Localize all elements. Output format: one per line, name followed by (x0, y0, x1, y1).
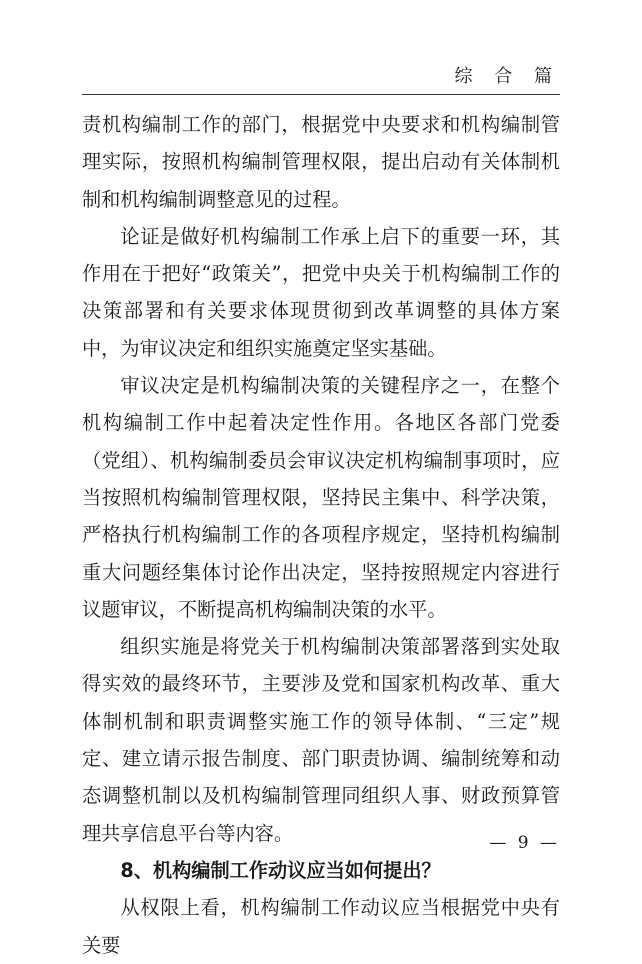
page-body (82, 106, 560, 964)
paragraph-deliberation: 审议决定是机构编制决策的关键程序之一，在整个机构编制工作中起着决定性作用。各地区各部门党委（党组）、机构编制委员会审议决定机构编制事项时，应当按照机构编制管理权限，坚持民主集中、科学决策，严格执行机构编制工作的各项程序规定，坚持机构编制重大问题经集体讨论作出决定，坚持按照规定内容进行议题审议，不断提高机构编制决策的水平。 (82, 374, 560, 621)
header-rule (82, 94, 560, 95)
paragraph-implementation: 组织实施是将党关于机构编制决策部署落到实处取得实效的最终环节，主要涉及党和国家机构改革、重大体制机制和职责调整实施工作的领导体制、“三定”规定、建立请示报告制度、部门职责协调、编制统筹和动态调整机制以及机构编制管理同组织人事、财政预算管理共享信息平台等内容。 (82, 635, 560, 845)
paragraph-continuation: 责机构编制工作的部门，根据党中央要求和机构编制管理实际，按照机构编制管理权限，提出启动有关体制机制和机构编制调整意见的过程。 (82, 113, 560, 211)
paragraph-answer-start: 从权限上看，机构编制工作动议应当根据党中央有关要 (82, 896, 560, 957)
paragraph-argumentation: 论证是做好机构编制工作承上启下的重要一环，其作用在于把好“政策关”，把党中央关于机构编制工作的决策部署和有关要求体现贯彻到改革调整的具体方案中，为审议决定和组织实施奠定坚实基础。 (82, 224, 560, 360)
page-number: — 9 — (489, 833, 560, 853)
question-heading: 8、机构编制工作动议应当如何提出？ (120, 858, 441, 882)
running-header: 综 合 篇 (454, 66, 560, 87)
